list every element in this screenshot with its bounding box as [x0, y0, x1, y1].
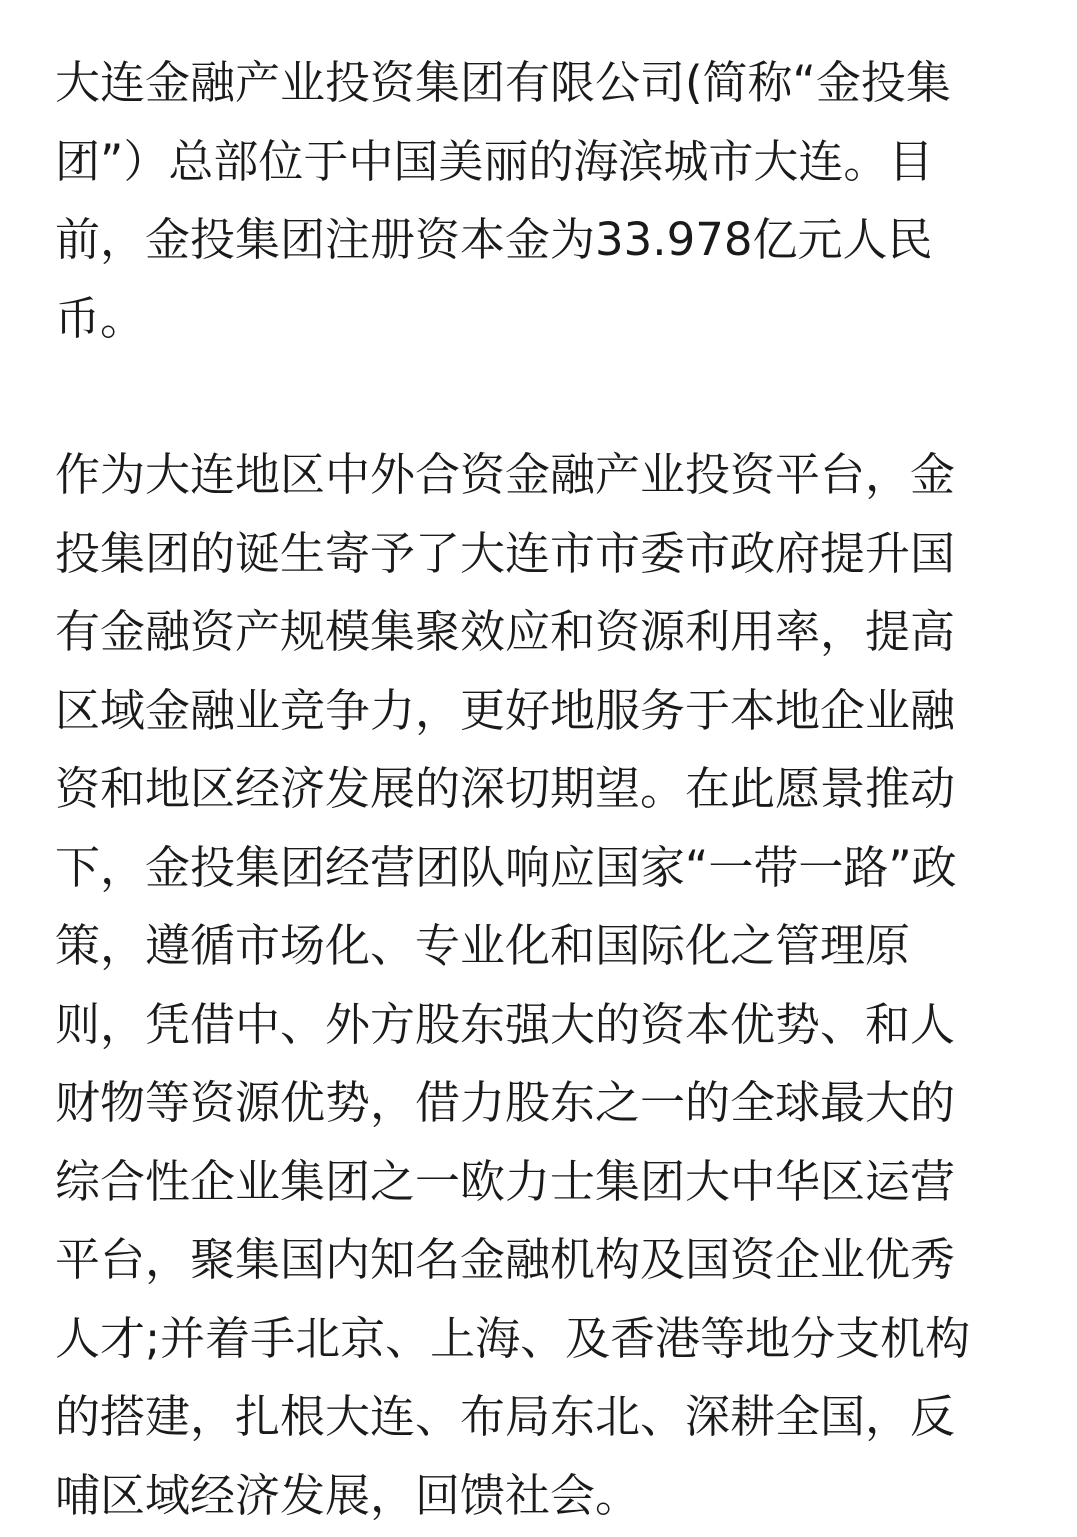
text-line: 有金融资产规模集聚效应和资源利用率，提高	[55, 605, 956, 658]
paragraph-spacer	[55, 358, 1015, 436]
text-line: 策，遵循市场化、专业化和国际化之管理原	[55, 919, 911, 972]
text-line: 大连金融产业投资集团有限公司(简称“金投集	[55, 56, 951, 109]
paragraph-1	[55, 44, 1015, 358]
text-line: 平台，聚集国内知名金融机构及国资企业优秀	[55, 1233, 956, 1286]
text-line: 的搭建，扎根大连、布局东北、深耕全国，反	[55, 1390, 956, 1443]
text-line: 综合性企业集团之一欧力士集团大中华区运营	[55, 1154, 956, 1208]
text-line: 投集团的诞生寄予了大连市市委市政府提升国	[55, 526, 956, 580]
text-line: 区域金融业竞争力，更好地服务于本地企业融	[55, 683, 956, 737]
text-line: 币。	[55, 291, 146, 345]
text-line: 则，凭借中、外方股东强大的资本优势、和人	[55, 997, 956, 1051]
paragraph-2	[55, 436, 1015, 1535]
text-line: 人才;并着手北京、上海、及香港等地分支机构	[55, 1311, 971, 1365]
article-body	[55, 44, 1015, 1535]
text-line: 资和地区经济发展的深切期望。在此愿景推动	[55, 762, 956, 815]
text-line: 前，金投集团注册资本金为33.978亿元人民	[55, 213, 933, 266]
text-line: 财物等资源优势，借力股东之一的全球最大的	[55, 1076, 956, 1129]
text-line: 下，金投集团经营团队响应国家“一带一路”政	[55, 840, 957, 894]
text-line: 哺区域经济发展，回馈社会。	[55, 1468, 641, 1522]
text-line: 团”）总部位于中国美丽的海滨城市大连。目	[55, 134, 934, 188]
text-line: 作为大连地区中外合资金融产业投资平台，金	[55, 448, 956, 501]
